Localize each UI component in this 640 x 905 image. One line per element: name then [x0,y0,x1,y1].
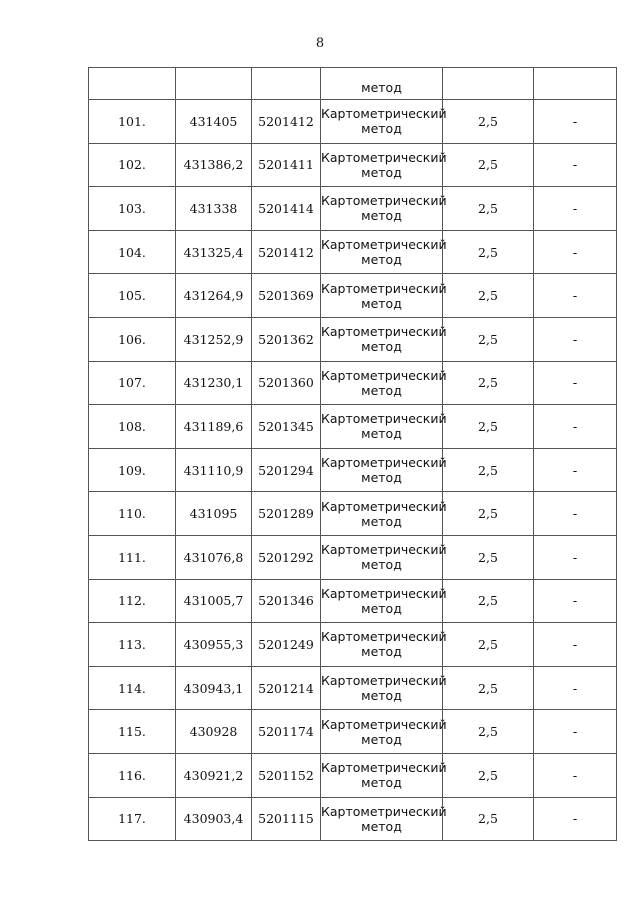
cell-point-number: 108. [89,405,176,449]
cell-note [534,68,617,100]
cell-accuracy: 2,5 [443,100,534,144]
cell-method [321,492,447,536]
method-line-2: метод [361,252,402,268]
method-line-2: метод [361,295,402,311]
cell-method: метод [321,68,443,100]
cell-accuracy: 2,5 [443,797,534,841]
method-line-1: Картометрический [321,803,447,819]
cell-x: 430921,2 [176,753,252,797]
table-row [89,797,617,841]
cell-point-number: 105. [89,274,176,318]
cell-method [321,230,447,274]
cell-accuracy: 2,5 [443,753,534,797]
cell-x: 431252,9 [176,317,252,361]
method-line-2: метод [361,818,402,834]
cell-x: 430928 [176,710,252,754]
cell-accuracy: 2,5 [443,405,534,449]
cell-method [321,143,447,187]
table-row [89,361,617,405]
cell-note: - [534,405,617,449]
cell-x: 431386,2 [176,143,252,187]
cell-accuracy: 2,5 [443,143,534,187]
cell-y [252,68,321,100]
cell-x: 430955,3 [176,623,252,667]
cell-y: 5201174 [252,710,321,754]
method-line-2: метод [361,339,402,355]
method-line-1: Картометрический [321,542,447,558]
cell-y: 5201369 [252,274,321,318]
table-body [89,68,617,841]
table-row [89,143,617,187]
cell-method [321,317,447,361]
cell-method [321,797,447,841]
method-line-2: метод [361,688,402,704]
cell-note: - [534,535,617,579]
cell-point-number: 112. [89,579,176,623]
cell-x: 431189,6 [176,405,252,449]
cell-point-number: 106. [89,317,176,361]
cell-x: 430903,4 [176,797,252,841]
method-line-1: Картометрический [321,149,447,165]
cell-accuracy: 2,5 [443,187,534,231]
coordinates-table [88,67,617,841]
cell-accuracy: 2,5 [443,710,534,754]
cell-note: - [534,753,617,797]
cell-point-number: 101. [89,100,176,144]
page-number: 8 [315,36,325,51]
table-row [89,100,617,144]
cell-x: 431110,9 [176,448,252,492]
table-row [89,666,617,710]
method-line-2: метод [361,513,402,529]
cell-accuracy: 2,5 [443,317,534,361]
cell-point-number: 109. [89,448,176,492]
method-line-2: метод [361,470,402,486]
cell-y: 5201152 [252,753,321,797]
table-row [89,710,617,754]
cell-note: - [534,317,617,361]
method-line-2: метод [361,644,402,660]
continuation-row [89,68,617,100]
table-row [89,753,617,797]
cell-y: 5201360 [252,361,321,405]
cell-note: - [534,187,617,231]
cell-y: 5201289 [252,492,321,536]
cell-y: 5201292 [252,535,321,579]
cell-method [321,187,447,231]
cell-accuracy: 2,5 [443,448,534,492]
cell-accuracy [443,68,534,100]
cell-note: - [534,623,617,667]
cell-y: 5201294 [252,448,321,492]
cell-x: 431005,7 [176,579,252,623]
method-line-2: метод [361,382,402,398]
cell-y: 5201345 [252,405,321,449]
cell-y: 5201214 [252,666,321,710]
method-line-2: метод [361,426,402,442]
cell-point-number: 114. [89,666,176,710]
method-line-1: Картометрический [321,193,447,209]
method-line-2: метод [361,208,402,224]
cell-x: 431405 [176,100,252,144]
cell-accuracy: 2,5 [443,274,534,318]
cell-method [321,623,447,667]
method-line-1: Картометрический [321,716,447,732]
cell-accuracy: 2,5 [443,535,534,579]
cell-point-number: 117. [89,797,176,841]
table-row [89,623,617,667]
cell-y: 5201412 [252,100,321,144]
cell-x: 431230,1 [176,361,252,405]
table-row [89,317,617,361]
cell-method [321,666,447,710]
method-line-1: Картометрический [321,367,447,383]
cell-accuracy: 2,5 [443,361,534,405]
method-line-2: метод [361,557,402,573]
cell-point-number: 107. [89,361,176,405]
cell-note: - [534,100,617,144]
method-line-1: Картометрический [321,280,447,296]
method-line-1: Картометрический [321,629,447,645]
cell-method [321,274,447,318]
cell-x: 430943,1 [176,666,252,710]
table-row [89,230,617,274]
cell-point-number: 104. [89,230,176,274]
method-line-1: Картометрический [321,411,447,427]
cell-x [176,68,252,100]
cell-note: - [534,492,617,536]
cell-method [321,753,447,797]
method-line-2: метод [361,164,402,180]
method-line-2: метод [361,731,402,747]
cell-accuracy: 2,5 [443,230,534,274]
cell-point-number: 110. [89,492,176,536]
cell-note: - [534,143,617,187]
method-line-2: метод [361,600,402,616]
cell-num [89,68,176,100]
cell-accuracy: 2,5 [443,579,534,623]
cell-note: - [534,666,617,710]
cell-point-number: 113. [89,623,176,667]
cell-point-number: 102. [89,143,176,187]
cell-method [321,579,447,623]
cell-method [321,361,447,405]
cell-y: 5201414 [252,187,321,231]
method-line-2: метод [361,121,402,137]
cell-note: - [534,579,617,623]
method-line-1: Картометрический [321,673,447,689]
table-row [89,492,617,536]
cell-note: - [534,710,617,754]
cell-x: 431264,9 [176,274,252,318]
table-row [89,405,617,449]
method-line-1: Картометрический [321,106,447,122]
method-line-1: Картометрический [321,324,447,340]
table-row [89,187,617,231]
cell-y: 5201362 [252,317,321,361]
cell-accuracy: 2,5 [443,492,534,536]
cell-note: - [534,230,617,274]
cell-x: 431338 [176,187,252,231]
cell-y: 5201412 [252,230,321,274]
cell-method [321,448,447,492]
cell-x: 431325,4 [176,230,252,274]
method-line-2: метод [361,775,402,791]
cell-note: - [534,448,617,492]
cell-x: 431095 [176,492,252,536]
cell-y: 5201411 [252,143,321,187]
cell-method [321,100,447,144]
cell-accuracy: 2,5 [443,623,534,667]
cell-method [321,710,447,754]
table-row [89,274,617,318]
method-line-1: Картометрический [321,237,447,253]
table-row [89,579,617,623]
cell-accuracy: 2,5 [443,666,534,710]
cell-y: 5201346 [252,579,321,623]
cell-point-number: 111. [89,535,176,579]
cell-method [321,535,447,579]
method-line-1: Картометрический [321,585,447,601]
method-line-1: Картометрический [321,498,447,514]
cell-point-number: 115. [89,710,176,754]
cell-note: - [534,274,617,318]
cell-y: 5201249 [252,623,321,667]
cell-point-number: 116. [89,753,176,797]
table-row [89,535,617,579]
cell-method [321,405,447,449]
cell-note: - [534,361,617,405]
method-line-1: Картометрический [321,760,447,776]
cell-note: - [534,797,617,841]
method-line-1: Картометрический [321,455,447,471]
cell-point-number: 103. [89,187,176,231]
cell-y: 5201115 [252,797,321,841]
cell-x: 431076,8 [176,535,252,579]
table-row [89,448,617,492]
